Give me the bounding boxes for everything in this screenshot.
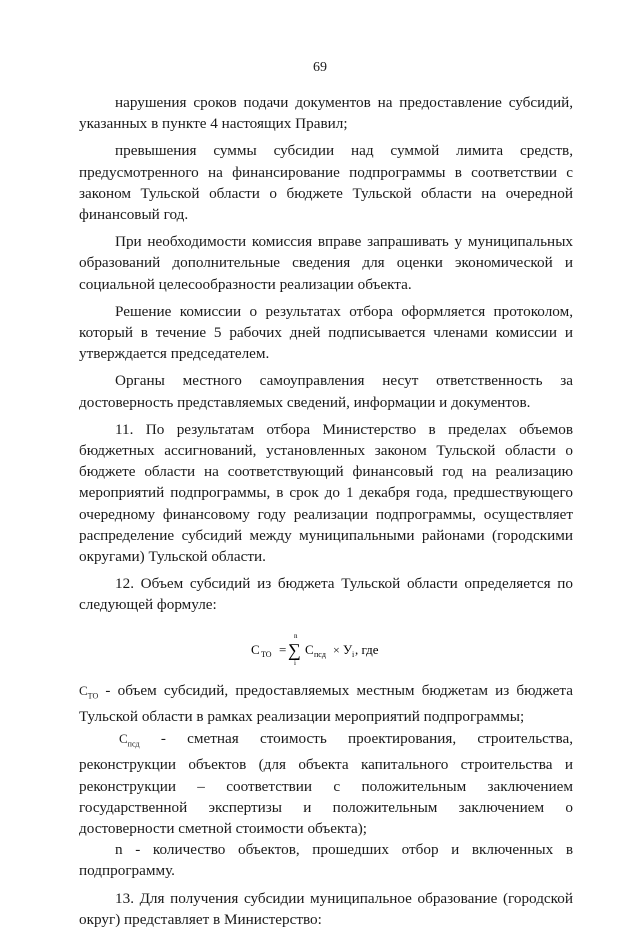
formula-sum-bottom: i xyxy=(294,658,296,667)
formula-svg xyxy=(251,629,401,669)
formula-lhs: С xyxy=(251,641,260,657)
symbol-cpsd: $С_{псд}$ xyxy=(119,730,140,749)
formula xyxy=(79,622,573,674)
formula-eq: = xyxy=(279,641,287,657)
formula-term: С xyxy=(305,641,314,657)
symbol-cto: $С_{ТО}$ xyxy=(79,682,99,701)
formula-term-sub: псд xyxy=(314,649,326,659)
paragraph: 13. Для получения субсидии муниципальное образование (городской округ) представляет в Министерство: xyxy=(79,889,573,928)
formula-sum-top: n xyxy=(294,631,298,640)
paragraph: 12. Объем субсидий из бюджета Тульской области определяется по следующей формуле: xyxy=(79,575,573,614)
definition-n: n - количество объектов, прошедших отбор и включенных в подпрограмму. xyxy=(79,841,573,880)
page-number: 69 xyxy=(313,60,327,75)
paragraph: Органы местного самоуправления несут ответственность за достоверность представляемых сведений, информации и документов. xyxy=(79,372,573,411)
document-body xyxy=(79,92,573,930)
paragraph: Решение комиссии о результатах отбора оформляется протоколом, который в течение 5 рабочих дней подписывается членами комиссии и утверждается председателем. xyxy=(79,302,573,363)
paragraph: нарушения сроков подачи документов на предоставление субсидий, указанных в пункте 4 настоящих Правил; xyxy=(79,94,573,133)
formula-factor-sub: i xyxy=(352,649,355,659)
formula-lhs-sub: ТО xyxy=(261,649,272,659)
paragraph: превышения суммы субсидии над суммой лимита средств, предусмотренного на финансирование подпрограммы в соответствии с законом Тульской области о бюджете Тульской области на очередной финансовый год. xyxy=(79,142,573,224)
definition-cto: $С_{ТО}$ - объем субсидий, предоставляемых местным бюджетам из бюджета Тульской области в рамках реализации мероприятий подпрограммы; xyxy=(79,681,573,726)
formula-sigma: ∑ xyxy=(288,639,301,660)
paragraph: При необходимости комиссия вправе запрашивать у муниципальных образований дополнительные сведения для оценки экономической и социальной целесообразности реализации объекта. xyxy=(79,233,573,293)
formula-times: × xyxy=(333,642,340,657)
paragraph: 11. По результатам отбора Министерство в пределах объемов бюджетных ассигнований, установленных законом Тульской области о бюджете области на соответствующий финансовый год на реализацию мероприятий подпрограммы, в срок до 1 декабря года, предшествующего очередному финансовому году реализации подпрограммы, осуществляет распределение субсидий между муниципальными районами (городскими округами) Тульской области. xyxy=(79,420,573,566)
definition-cpsd: $С_{псд}$ - сметная стоимость проектирования, строительства, реконструкции объектов (для объекта капитального строительства и реконструкции – соответствии с положительным заключением государственной экспертизы и положительным заключением о достоверности сметной стоимости объекта); xyxy=(79,729,574,838)
formula-factor: У xyxy=(343,641,353,657)
formula-suffix: , где xyxy=(355,641,379,657)
